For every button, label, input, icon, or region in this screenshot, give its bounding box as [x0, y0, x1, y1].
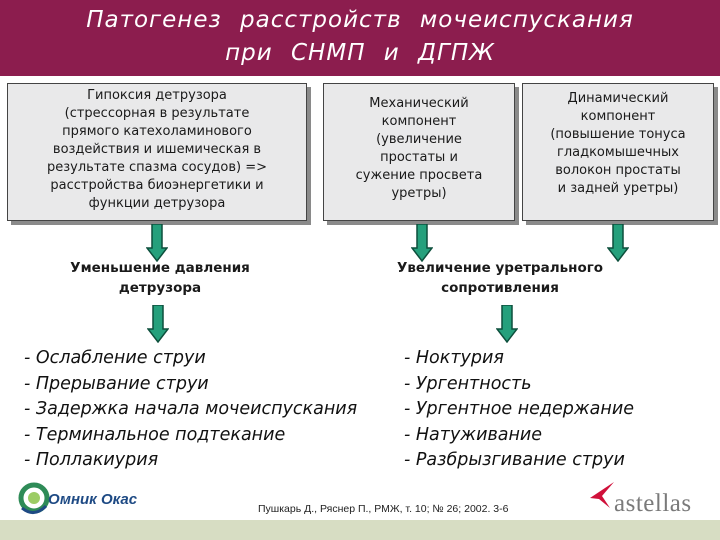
dynamic-line: (повышение тонуса [550, 127, 686, 142]
hypoxia-line: Гипоксия детрузора [87, 88, 227, 103]
hypoxia-box [7, 83, 307, 221]
citation: Пушкарь Д., Ряснер П., РМЖ, т. 10; № 26; 2002. 3-6 [258, 503, 509, 515]
symptom-item: - Разбрызгивание струи [404, 450, 625, 470]
dynamic-box [522, 83, 714, 221]
mechanical-line: (увеличение [376, 132, 462, 147]
pressure-line: детрузора [118, 280, 202, 296]
hypoxia-line: воздействия и ишемическая в [52, 142, 262, 157]
footer-strip [0, 520, 720, 540]
hypoxia-line: (стрессорная в результате [64, 106, 250, 121]
dynamic-line: и задней уретры) [557, 181, 679, 196]
symptom-item: - Поллакиурия [24, 450, 159, 470]
mechanical-box [323, 83, 515, 221]
resistance-box [345, 258, 655, 300]
resistance-line: Увеличение уретрального [396, 260, 604, 276]
dynamic-line: Динамический [567, 91, 669, 106]
down-arrow-icon [411, 224, 433, 262]
symptoms-right-list [404, 346, 634, 474]
hypoxia-line: результате спазма сосудов) => [46, 160, 268, 175]
symptom-item: - Прерывание струи [24, 373, 209, 394]
mechanical-line: сужение просвета [355, 168, 483, 183]
title-line-1: Патогенез расстройств мочеиспускания [86, 7, 634, 33]
symptom-item: - Задержка начала мочеиспускания [24, 399, 358, 419]
hypoxia-line: расстройства биоэнергетики и [50, 178, 264, 193]
title-line-2: при СНМП и ДГПЖ [225, 40, 495, 66]
mechanical-line: простаты и [380, 150, 458, 165]
dynamic-line: гладкомышечных [556, 145, 679, 160]
pressure-box [20, 258, 300, 300]
symptom-item: - Терминальное подтекание [24, 424, 286, 445]
resistance-line: сопротивления [441, 280, 559, 296]
mechanical-line: уретры) [391, 186, 447, 201]
astellas-logo-text: astellas [614, 490, 692, 517]
symptoms-left-list [24, 346, 357, 474]
pressure-line: Уменьшение давления [70, 260, 250, 276]
symptom-item: - Натуживание [404, 424, 543, 445]
down-arrow-icon [607, 224, 629, 262]
mechanical-line: Механический [369, 96, 469, 111]
down-arrow-icon [147, 305, 169, 343]
hypoxia-line: функции детрузора [88, 196, 226, 211]
symptom-item: - Ургентность [404, 373, 532, 394]
mechanical-line: компонент [381, 114, 457, 129]
symptom-item: - Ослабление струи [24, 348, 206, 368]
astellas-star-icon [588, 480, 616, 510]
dynamic-line: волокон простаты [555, 163, 681, 178]
symptom-item: - Ургентное недержание [404, 399, 634, 419]
down-arrow-icon [146, 224, 168, 262]
hypoxia-line: прямого катехоламинового [62, 124, 252, 139]
symptom-item: - Ноктурия [404, 348, 504, 368]
dynamic-line: компонент [580, 109, 656, 124]
down-arrow-icon [496, 305, 518, 343]
slide-title [0, 4, 720, 70]
omnic-ocas-logo-text: Омник Окас [48, 491, 138, 508]
